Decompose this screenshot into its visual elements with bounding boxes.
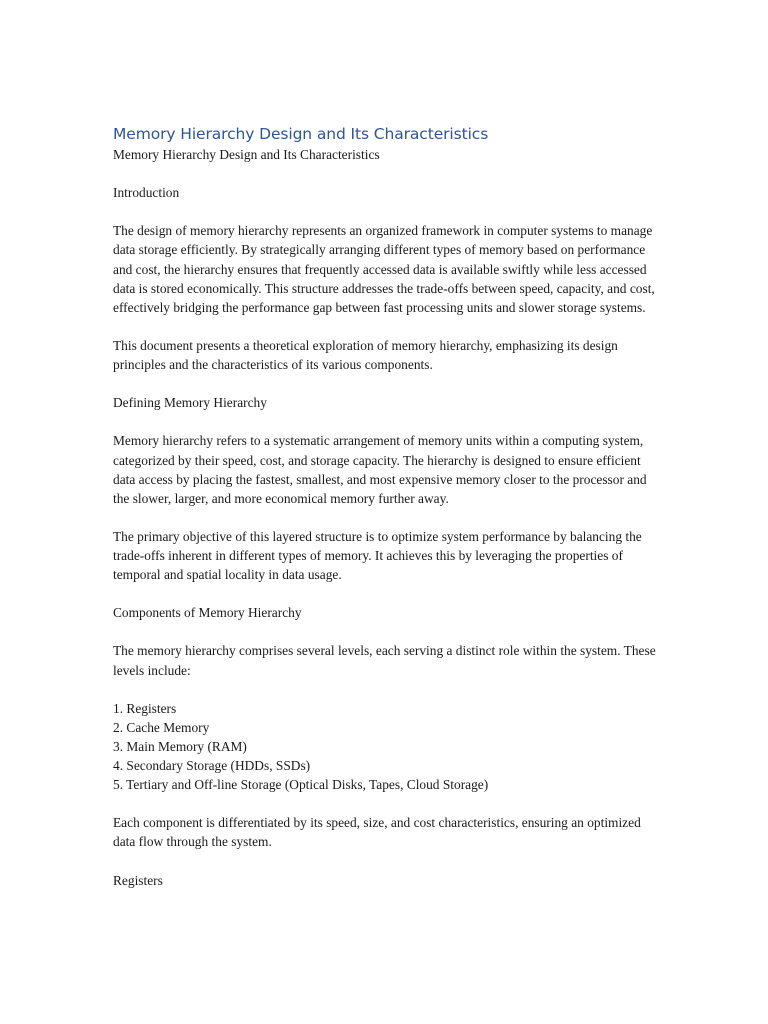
defining-paragraph-2: The primary objective of this layered structure is to optimize system performance by balancing the trade-offs inherent in different types of memory. It achieves this by leveraging the properties of temporal and spatial locality in data usage. [113, 528, 642, 583]
defining-heading: Defining Memory Hierarchy [113, 395, 267, 411]
defining-paragraph-1: Memory hierarchy refers to a systematic arrangement of memory units within a computing system, categorized by their speed, cost, and storage capacity. The hierarchy is designed to ensure efficient data access by placing the fastest, smallest, and most expensive memory closer to the processor and the slower, larger, and more economical memory further away. [113, 433, 647, 506]
components-paragraph-2: Each component is differentiated by its speed, size, and cost characteristics, ensuring an optimized data flow through the system. [113, 815, 641, 850]
list-item: 2. Cache Memory [113, 719, 210, 735]
list-item: 4. Secondary Storage (HDDs, SSDs) [113, 758, 311, 773]
introduction-paragraph-2: This document presents a theoretical exploration of memory hierarchy, emphasizing its design principles and the characteristics of its various components. [113, 337, 618, 373]
registers-heading: Registers [113, 872, 163, 888]
components-paragraph-1: The memory hierarchy comprises several levels, each serving a distinct role within the system. These levels include: [113, 643, 656, 678]
list-item: 1. Registers [113, 700, 177, 716]
document-body [113, 123, 661, 890]
components-list [113, 699, 661, 794]
introduction-paragraph-1: The design of memory hierarchy represents an organized framework in computer systems to manage data storage efficiently. By strategically arranging different types of memory based on performance and cost, the hierarchy ensures that frequently accessed data is available swiftly while less accessed data is stored economically. This structure addresses the trade-offs between speed, capacity, and cost, effectively bridging the performance gap between fast processing units and slower storage systems. [113, 223, 655, 315]
list-item: 5. Tertiary and Off-line Storage (Optical Disks, Tapes, Cloud Storage) [113, 777, 489, 793]
list-item: 3. Main Memory (RAM) [113, 738, 247, 754]
components-heading: Components of Memory Hierarchy [113, 605, 302, 621]
document-title: Memory Hierarchy Design and Its Characteristics [113, 125, 489, 143]
introduction-heading: Introduction [113, 185, 180, 201]
document-subtitle: Memory Hierarchy Design and Its Characteristics [113, 147, 380, 162]
